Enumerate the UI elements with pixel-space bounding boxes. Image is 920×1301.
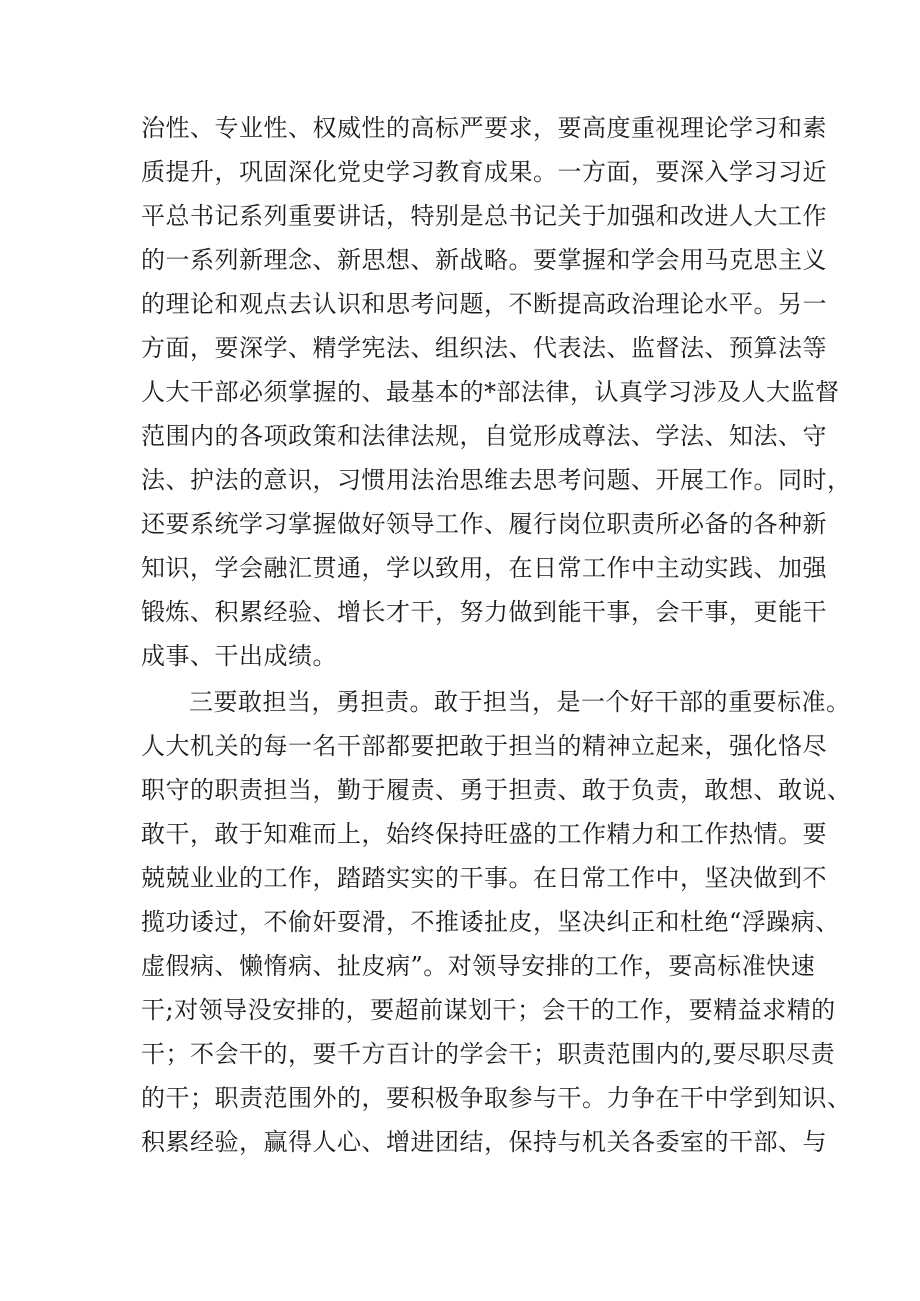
paragraph-line: 兢兢业业的工作，踏踏实实的干事。在日常工作中，坚决做到不 [141, 864, 827, 892]
paragraph-line: 方面，要深学、精学宪法、组织法、代表法、监督法、预算法等 [141, 334, 827, 362]
paragraph-line: 人大机关的每一名干部都要把敢于担当的精神立起来，强化恪尽 [141, 732, 827, 760]
paragraph-line: 法、护法的意识，习惯用法治思维去思考问题、开展工作。同时， [141, 466, 852, 494]
paragraph-line: 知识，学会融汇贯通，学以致用，在日常工作中主动实践、加强 [141, 554, 827, 582]
paragraph-line: 的干；职责范围外的，要积极争取参与干。力争在干中学到知识、 [141, 1084, 852, 1112]
paragraph-line: 积累经验，赢得人心、增进团结，保持与机关各委室的干部、与 [141, 1128, 827, 1156]
paragraph-line: 人大干部必须掌握的、最基本的*部法律，认真学习涉及人大监督 [141, 378, 840, 406]
paragraph-line: 干；不会干的，要千方百计的学会干；职责范围内的,要尽职尽责 [141, 1040, 836, 1068]
paragraph-line: 的理论和观点去认识和思考问题，不断提高政治理论水平。另一 [141, 290, 827, 318]
paragraph-line: 范围内的各项政策和法律法规，自觉形成尊法、学法、知法、守 [141, 422, 827, 450]
paragraph-line: 还要系统学习掌握做好领导工作、履行岗位职责所必备的各种新 [141, 510, 827, 538]
paragraph-line: 成事、干出成绩。 [141, 642, 337, 670]
paragraph-line: 锻炼、积累经验、增长才干，努力做到能干事，会干事，更能干 [141, 598, 827, 626]
paragraph-line: 质提升，巩固深化党史学习教育成果。一方面，要深入学习习近 [141, 158, 827, 186]
paragraph-line: 治性、专业性、权威性的高标严要求，要高度重视理论学习和素 [141, 114, 827, 142]
paragraph-2 [141, 680, 852, 1164]
paragraph-line: 敢干，敢于知难而上，始终保持旺盛的工作精力和工作热情。要 [141, 820, 827, 848]
paragraph-line: 三要敢担当，勇担责。敢于担当，是一个好干部的重要标准。 [189, 688, 851, 716]
paragraph-1 [141, 106, 852, 678]
paragraph-line: 干;对领导没安排的，要超前谋划干；会干的工作，要精益求精的 [141, 996, 836, 1024]
paragraph-line: 虚假病、懒惰病、扯皮病”。对领导安排的工作，要高标准快速 [141, 952, 816, 980]
paragraph-line: 揽功诿过，不偷奸耍滑，不推诿扯皮，坚决纠正和杜绝“浮躁病、 [141, 908, 840, 936]
paragraph-line: 平总书记系列重要讲话，特别是总书记关于加强和改进人大工作 [141, 202, 827, 230]
paragraph-line: 的一系列新理念、新思想、新战略。要掌握和学会用马克思主义 [141, 246, 827, 274]
paragraph-line: 职守的职责担当，勤于履责、勇于担责、敢于负责，敢想、敢说、 [141, 776, 852, 804]
